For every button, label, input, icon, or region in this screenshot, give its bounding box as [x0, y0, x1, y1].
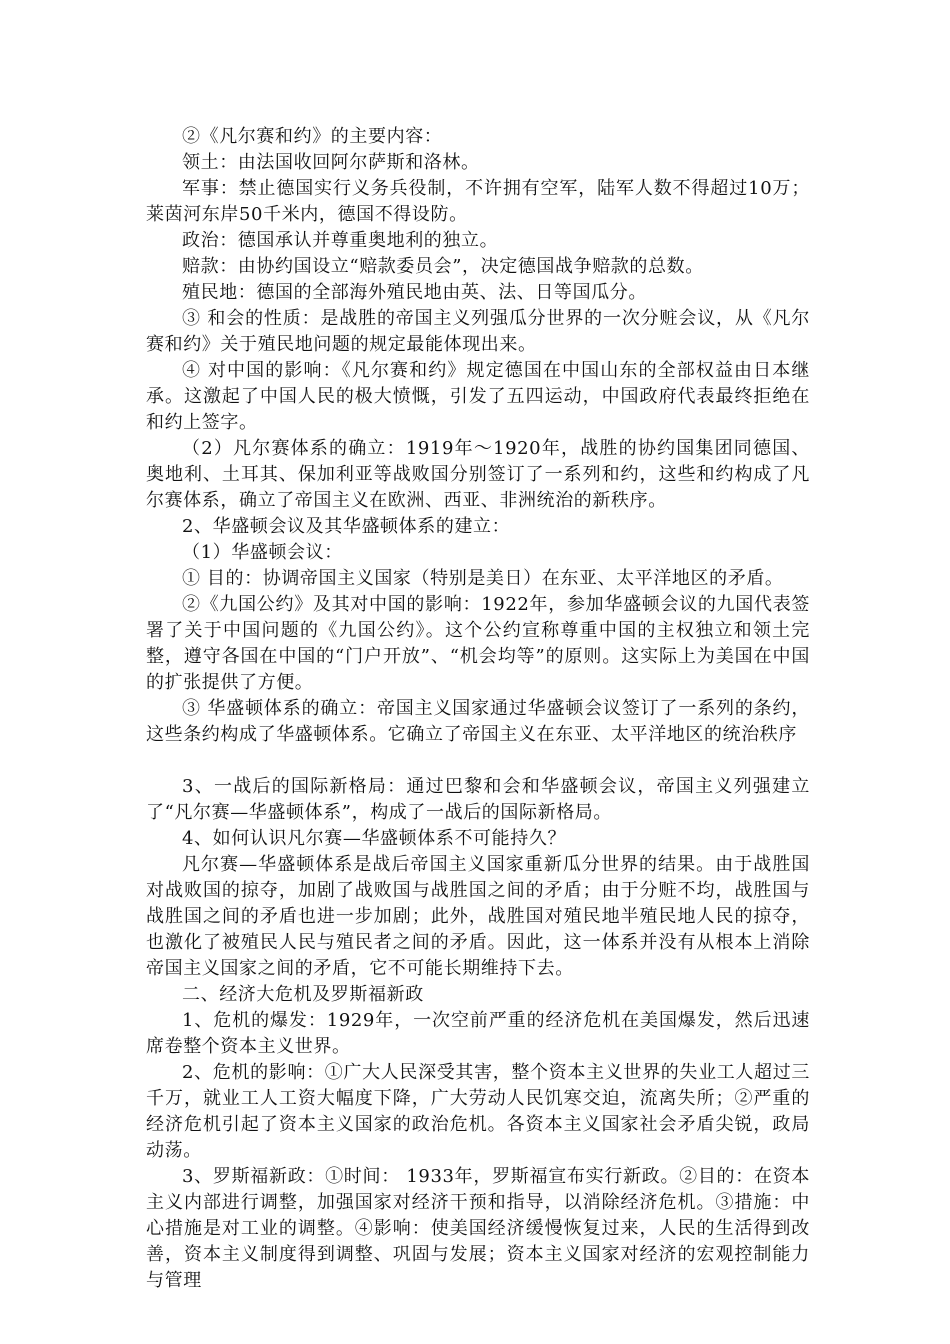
paragraph-washington-heading: 2、华盛顿会议及其华盛顿体系的建立： [182, 516, 511, 537]
document-page [146, 124, 810, 1294]
paragraph-question-heading: 4、如何认识凡尔赛—华盛顿体系不可能持久？ [182, 828, 567, 849]
paragraph-washington-conference: （1）华盛顿会议： [182, 542, 343, 563]
paragraph-washington-system: ③ 华盛顿体系的确立：帝国主义国家通过华盛顿会议签订了一系列的条约，这些条约构成了华盛顿体系。它确立了帝国主义在东亚、太平洋地区的统治秩序 [146, 698, 810, 745]
paragraph-colonies: 殖民地：德国的全部海外殖民地由英、法、日等国瓜分。 [182, 282, 647, 303]
paragraph-politics: 政治：德国承认并尊重奥地利的独立。 [182, 230, 499, 251]
paragraph-crisis-impact: 2、危机的影响：①广大人民深受其害，整个资本主义世界的失业工人超过三千万，就业工人工资大幅度下降，广大劳动人民饥寒交迫，流离失所；②严重的经济危机引起了资本主义国家的政治危机。各资本主义国家社会矛盾尖锐，政局动荡。 [146, 1062, 810, 1161]
paragraph-crisis-outbreak: 1、危机的爆发：1929年，一次空前严重的经济危机在美国爆发，然后迅速席卷整个资本主义世界。 [146, 1010, 810, 1057]
paragraph-section-two-heading: 二、经济大危机及罗斯福新政 [182, 984, 424, 1005]
paragraph-conference-nature: ③ 和会的性质：是战胜的帝国主义列强瓜分世界的一次分赃会议，从《凡尔赛和约》关于殖民地问题的规定最能体现出来。 [146, 308, 810, 355]
paragraph-versailles-system: （2）凡尔赛体系的确立：1919年～1920年，战胜的协约国集团同德国、奥地利、土耳其、保加利亚等战败国分别签订了一系列和约，这些和约构成了凡尔赛体系，确立了帝国主义在欧洲、西亚、非洲统治的新秩序。 [146, 438, 810, 511]
paragraph-treaty-contents-heading: ②《凡尔赛和约》的主要内容： [182, 126, 443, 147]
blank-line [146, 748, 810, 774]
paragraph-new-deal: 3、罗斯福新政：①时间： 1933年，罗斯福宣布实行新政。②目的：在资本主义内部进行调整，加强国家对经济干预和指导，以消除经济危机。③措施：中心措施是对工业的调整。④影响：使美国经济缓慢恢复过来，人民的生活得到改善，资本主义制度得到调整、巩固与发展；资本主义国家对经济的宏观控制能力与管理 [146, 1166, 810, 1291]
paragraph-reparations: 赔款：由协约国设立“赔款委员会”，决定德国战争赔款的总数。 [182, 256, 704, 277]
paragraph-nine-power-treaty: ②《九国公约》及其对中国的影响：1922年，参加华盛顿会议的九国代表签署了关于中国问题的《九国公约》。这个公约宣称尊重中国的主权独立和领土完整，遵守各国在中国的“门户开放”、“机会均等”的原则。这实际上为美国在中国的扩张提供了方便。 [146, 594, 810, 693]
paragraph-territory: 领土：由法国收回阿尔萨斯和洛林。 [182, 152, 480, 173]
paragraph-military: 军事：禁止德国实行义务兵役制，不许拥有空军，陆军人数不得超过10万；莱茵河东岸50千米内，德国不得设防。 [146, 178, 810, 225]
paragraph-question-answer: 凡尔赛—华盛顿体系是战后帝国主义国家重新瓜分世界的结果。由于战胜国对战败国的掠夺，加剧了战败国与战胜国之间的矛盾；由于分赃不均，战胜国与战胜国之间的矛盾也进一步加剧；此外，战胜国对殖民地半殖民地人民的掠夺，也激化了被殖民人民与殖民者之间的矛盾。因此，这一体系并没有从根本上消除帝国主义国家之间的矛盾，它不可能长期维持下去。 [146, 854, 810, 979]
paragraph-washington-purpose: ① 目的：协调帝国主义国家（特别是美日）在东亚、太平洋地区的矛盾。 [182, 568, 784, 589]
paragraph-impact-on-china: ④ 对中国的影响：《凡尔赛和约》规定德国在中国山东的全部权益由日本继承。这激起了中国人民的极大愤慨，引发了五四运动，中国政府代表最终拒绝在和约上签字。 [146, 360, 810, 433]
paragraph-new-international-order: 3、一战后的国际新格局：通过巴黎和会和华盛顿会议，帝国主义列强建立了“凡尔赛—华盛顿体系”，构成了一战后的国际新格局。 [146, 776, 810, 823]
